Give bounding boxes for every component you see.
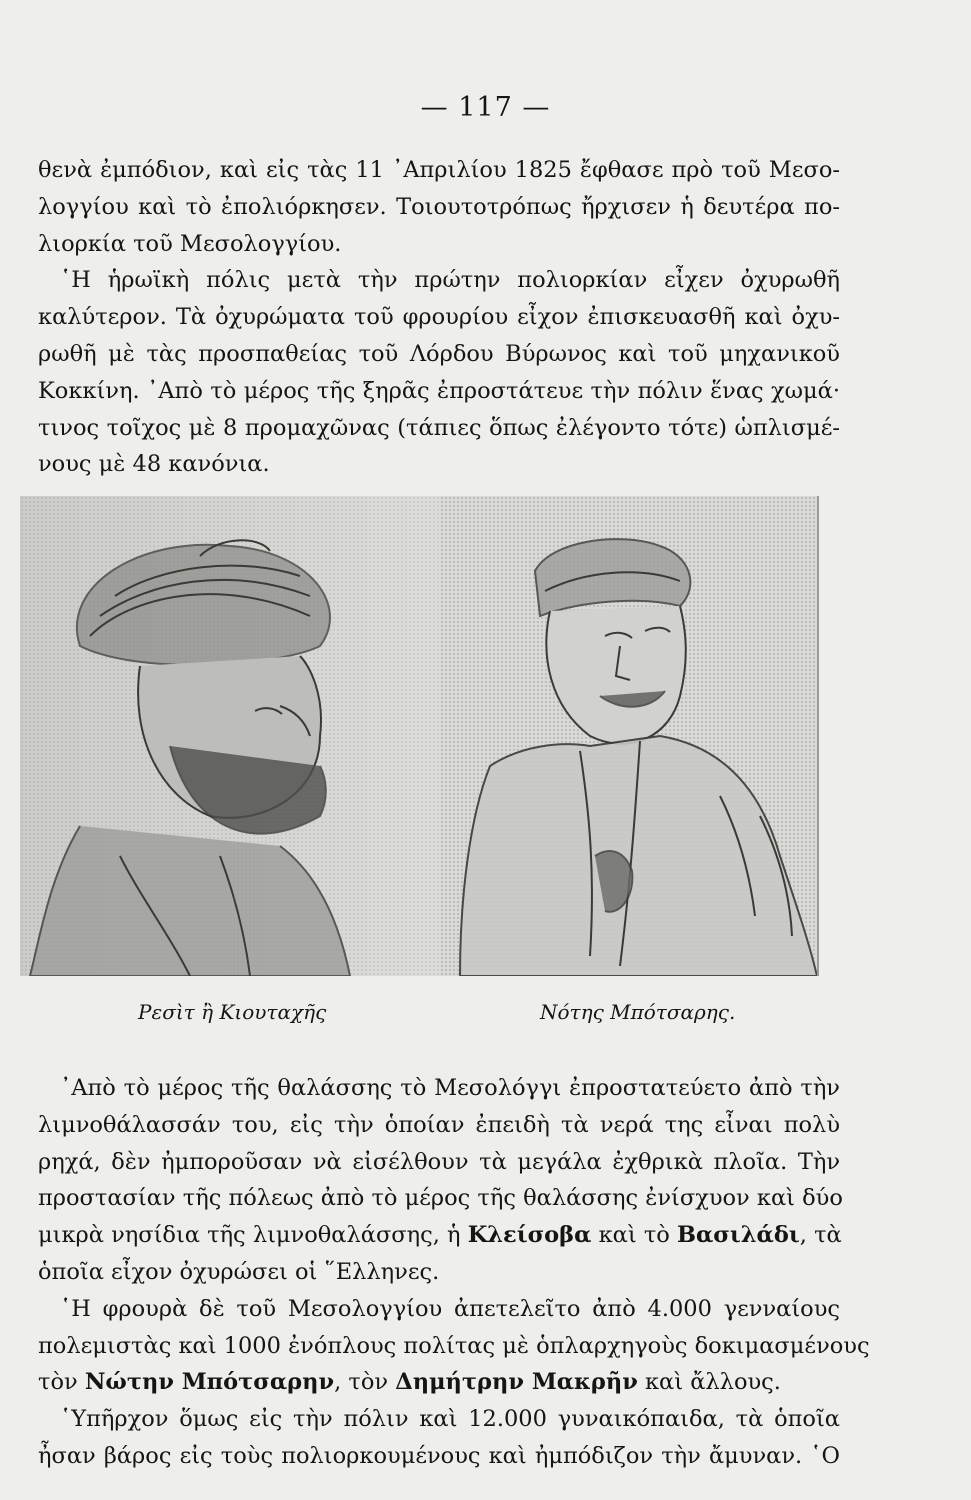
text-line: λογγίου καὶ τὸ ἐπολιόρκησεν. Τοιουτοτρόπως ἤρχισεν ἡ δευτέρα πο-: [38, 193, 840, 220]
text-line: ὁποῖα εἶχον ὀχυρώσει οἱ ῞Ελληνες.: [38, 1258, 440, 1285]
portrait-illustration: [20, 496, 819, 976]
text-fragment: καὶ ἄλλους.: [637, 1369, 781, 1396]
text-line: νους μὲ 48 κανόνια.: [38, 451, 270, 478]
text-line: ρωθῆ μὲ τὰς προσπαθείας τοῦ Λόρδου Βύρωνος καὶ τοῦ μηχανικοῦ: [38, 340, 840, 367]
text-line: θενὰ ἐμπόδιον, καὶ εἰς τὰς 11 ᾿Απριλίου 1825 ἔφθασε πρὸ τοῦ Μεσο-: [38, 157, 840, 183]
text-line: ῾Υπῆρχον ὅμως εἰς τὴν πόλιν καὶ 12.000 γυναικόπαιδα, τὰ ὁποῖα: [60, 1406, 840, 1433]
text-line: ρηχά, δὲν ἠμποροῦσαν νὰ εἰσέλθουν τὰ μεγάλα ἐχθρικὰ πλοῖα. Τὴν: [38, 1148, 840, 1175]
text-fragment: , τὸν: [334, 1369, 396, 1396]
person-name-botsaris: Νώτην Μπότσαρην: [84, 1369, 335, 1396]
text-line: Κοκκίνη. ᾿Απὸ τὸ μέρος τῆς ξηρᾶς ἐπροστάτευε τὴν πόλιν ἕνας χωμά·: [38, 377, 840, 404]
text-line: [38, 1364, 840, 1401]
text-line: ἦσαν βάρος εἰς τοὺς πολιορκουμένους καὶ ἠμπόδιζον τὴν ἄμυναν. ῾Ο: [38, 1442, 840, 1469]
page-number: — 117 —: [420, 92, 551, 123]
place-name-kleisova: Κλείσοβα: [467, 1222, 592, 1249]
text-line: ῾Η φρουρὰ δὲ τοῦ Μεσολογγίου ἀπετελεῖτο ἀπὸ 4.000 γενναίους: [60, 1295, 840, 1322]
text-line: λιμνοθάλασσάν του, εἰς τὴν ὁποίαν ἐπειδὴ τὰ νερά της εἶναι πολὺ: [38, 1111, 840, 1138]
text-fragment: , τὰ: [799, 1222, 842, 1249]
bottom-text-block: [38, 1070, 870, 1475]
text-fragment: καὶ τὸ: [591, 1222, 677, 1249]
place-name-vasiladi: Βασιλάδι: [676, 1222, 800, 1249]
text-line: πολεμιστὰς καὶ 1000 ἐνόπλους πολίτας μὲ ὁπλαρχηγοὺς δοκιμασμένους: [38, 1332, 870, 1359]
text-line: προστασίαν τῆς πόλεως ἀπὸ τὸ μέρος τῆς θαλάσσης ἐνίσχυον καὶ δύο: [38, 1185, 843, 1212]
text-fragment: τὸν: [38, 1369, 85, 1396]
text-fragment: μικρὰ νησίδια τῆς λιμνοθαλάσσης, ἡ: [38, 1222, 468, 1249]
text-line: τινος τοῖχος μὲ 8 προμαχῶνας (τάπιες ὅπως ἐλέγοντο τότε) ὡπλισμέ-: [38, 414, 840, 441]
person-name-makris: Δημήτρην Μακρῆν: [395, 1369, 638, 1396]
figure-captions: [0, 1000, 971, 1030]
text-line: [38, 1217, 840, 1254]
caption-right: Νότης Μπότσαρης.: [540, 1000, 736, 1024]
text-line: καλύτερον. Τὰ ὀχυρώματα τοῦ φρουρίου εἶχον ἐπισκευασθῆ καὶ ὀχυ-: [38, 304, 840, 331]
caption-left: Ρεσὶτ ἢ Κιουταχῆς: [138, 1000, 327, 1024]
top-text-block: [38, 152, 840, 483]
portrait-drawing: [20, 496, 817, 976]
text-line: λιορκία τοῦ Μεσολογγίου.: [38, 230, 342, 257]
text-line: ᾿Απὸ τὸ μέρος τῆς θαλάσσης τὸ Μεσολόγγι ἐπροστατεύετο ἀπὸ τὴν: [60, 1075, 840, 1101]
text-line: ῾Η ἡρωϊκὴ πόλις μετὰ τὴν πρώτην πολιορκίαν εἶχεν ὀχυρωθῆ: [60, 267, 840, 294]
